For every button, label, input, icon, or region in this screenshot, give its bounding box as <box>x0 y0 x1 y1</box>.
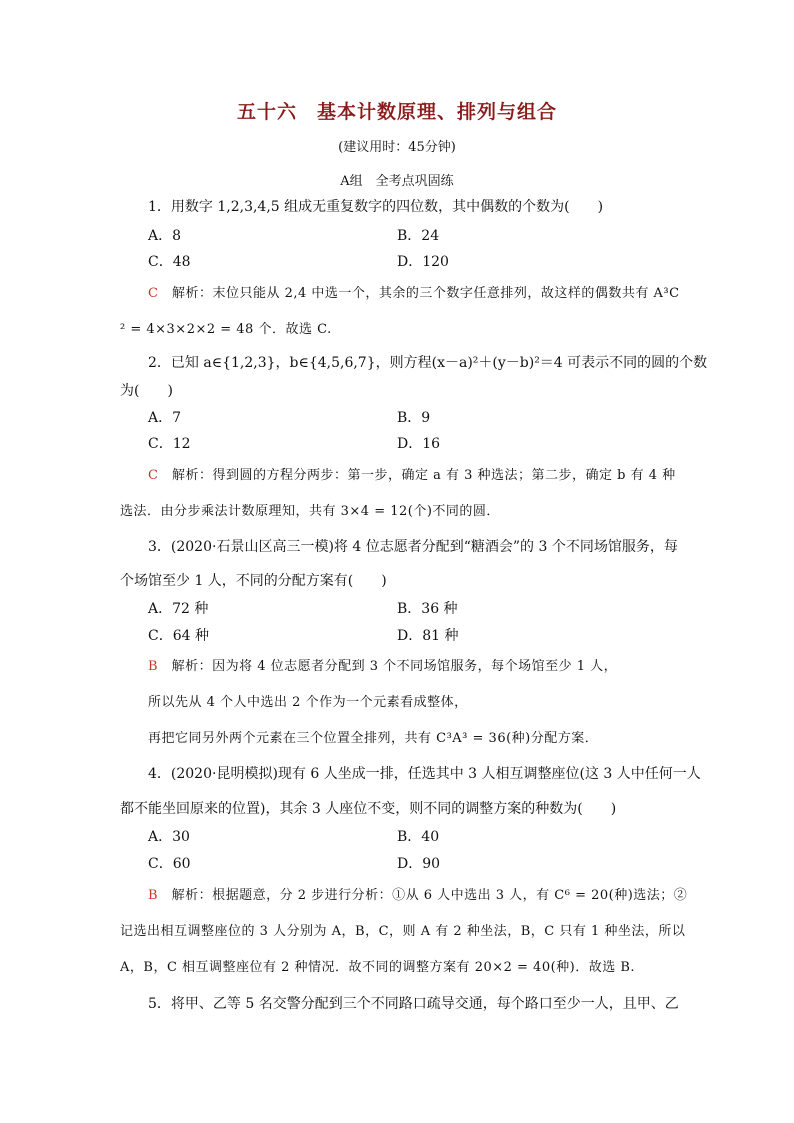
q3-stem-line1: 3．(2020·石景山区高三一模)将 4 位志愿者分配到“糖酒会”的 3 个不同场馆服务，每 <box>148 539 678 555</box>
page-title: 五十六 基本计数原理、排列与组合 <box>236 101 557 123</box>
q2-explanation-line2: 选法．由分步乘法计数原理知，共有 3×4 = 12(个)不同的圆． <box>120 504 500 519</box>
q3-option-c: C．64 种 <box>148 628 209 644</box>
q4-option-b: B．40 <box>397 829 440 845</box>
q1-option-c: C．48 <box>148 254 191 270</box>
q4-answer: B <box>148 888 159 903</box>
q2-explanation-line1: C 解析：得到圆的方程分两步：第一步，确定 a 有 3 种选法；第二步，确定 b 有 4 种 <box>148 468 676 483</box>
q1-stem: 1．用数字 1,2,3,4,5 组成无重复数字的四位数，其中偶数的个数为( ) <box>148 199 604 215</box>
q1-explanation-line2: ² = 4×3×2×2 = 48 个．故选 C. <box>120 322 332 337</box>
q5-stem-line1: 5．将甲、乙等 5 名交警分配到三个不同路口疏导交通，每个路口至少一人，且甲、乙 <box>148 996 679 1012</box>
q4-option-a: A．30 <box>148 829 190 845</box>
q1-explanation-line1: C 解析：末位只能从 2,4 中选一个，其余的三个数字任意排列，故这样的偶数共有 A³C <box>148 286 680 301</box>
q2-option-a: A．7 <box>148 410 182 426</box>
q2-option-c: C．12 <box>148 436 191 452</box>
q3-explanation-line1: B 解析：因为将 4 位志愿者分配到 3 个不同场馆服务，每个场馆至少 1 人， <box>148 659 618 674</box>
q1-option-a: A．8 <box>148 228 182 244</box>
q4-explanation-line3: A，B，C 相互调整座位有 2 种情况．故不同的调整方案有 20×2 = 40(种)．故选 B. <box>120 960 636 975</box>
q2-option-d: D．16 <box>397 436 441 452</box>
q3-explanation-line3: 再把它同另外两个元素在三个位置全排列，共有 C³A³ = 36(种)分配方案． <box>148 731 599 746</box>
q4-option-d: D．90 <box>397 856 441 872</box>
q3-explanation-line2: 所以先从 4 个人中选出 2 个作为一个元素看成整体， <box>148 695 468 710</box>
q4-explanation-line2: 记选出相互调整座位的 3 人分别为 A，B，C，则 A 有 2 种坐法，B，C 只有 1 种坐法，所以 <box>120 924 686 939</box>
q3-answer: B <box>148 659 159 674</box>
q4-explanation-line1: B 解析：根据题意，分 2 步进行分析：①从 6 人中选出 3 人，有 C⁶ = 20(种)选法；② <box>148 888 688 903</box>
q2-stem-line1: 2．已知 a∈{1,2,3}，b∈{4,5,6,7}，则方程(x－a)²＋(y－b)²＝4 可表示不同的圆的个数 <box>148 355 708 371</box>
q4-stem-line2: 都不能坐回原来的位置)，其余 3 人座位不变，则不同的调整方案的种数为( ) <box>120 801 617 817</box>
q4-option-c: C．60 <box>148 856 191 872</box>
q1-answer: C <box>148 286 159 301</box>
q3-option-b: B．36 种 <box>397 601 458 617</box>
group-heading: A组 全考点巩固练 <box>340 174 454 189</box>
q2-answer: C <box>148 468 159 483</box>
time-suggestion: (建议用时：45分钟) <box>338 140 456 155</box>
q3-stem-line2: 个场馆至少 1 人，不同的分配方案有( ) <box>120 573 387 589</box>
q3-option-d: D．81 种 <box>397 628 459 644</box>
q1-option-b: B．24 <box>397 228 440 244</box>
q2-stem-line2: 为( ) <box>120 383 173 399</box>
q2-option-b: B．9 <box>397 410 431 426</box>
q1-option-d: D．120 <box>397 254 449 270</box>
q4-stem-line1: 4．(2020·昆明模拟)现有 6 人坐成一排，任选其中 3 人相互调整座位(这 3 人中任何一人 <box>148 766 701 782</box>
q3-option-a: A．72 种 <box>148 601 209 617</box>
